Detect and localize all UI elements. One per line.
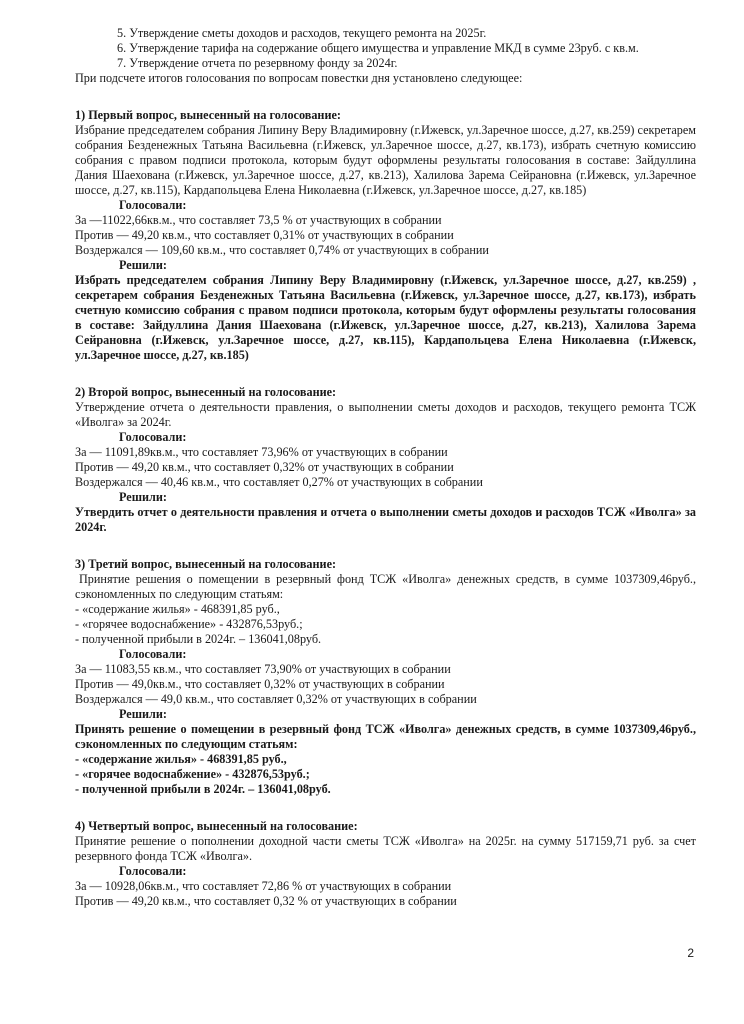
question-2-vote-for: За — 11091,89кв.м., что составляет 73,96% от участвующих в собрании: [75, 445, 448, 459]
question-4-text: Принятие решение о пополнении доходной части сметы ТСЖ «Иволга» на 2025г. на сумму 517159,71 руб. за счет резервного фонда ТСЖ «Иволга».: [75, 834, 696, 863]
question-1-voted-label: Голосовали:: [119, 198, 187, 212]
question-3-decision-item-1: - «содержание жилья» - 468391,85 руб.,: [75, 752, 287, 766]
question-3-item-3: - полученной прибыли в 2024г. – 136041,08руб.: [75, 632, 322, 646]
question-1-vote-abstain: Воздержался — 109,60 кв.м., что составляет 0,74% от участвующих в собрании: [75, 243, 489, 257]
question-3-vote-abstain: Воздержался — 49,0 кв.м., что составляет 0,32% от участвующих в собрании: [75, 692, 477, 706]
question-3-item-2: - «горячее водоснабжение» - 432876,53руб.;: [75, 617, 303, 631]
question-2-text: Утверждение отчета о деятельности правления, о выполнении сметы доходов и расходов, текущего ремонта ТСЖ «Иволга» за 2024г.: [75, 400, 696, 429]
question-2-decided-label: Решили:: [119, 490, 167, 504]
question-3-item-1: - «содержание жилья» - 468391,85 руб.,: [75, 602, 280, 616]
question-3-decided-label: Решили:: [119, 707, 167, 721]
question-2-vote-abstain: Воздержался — 40,46 кв.м., что составляет 0,27% от участвующих в собрании: [75, 475, 483, 489]
question-4-vote-for: За — 10928,06кв.м., что составляет 72,86 % от участвующих в собрании: [75, 879, 452, 893]
question-3-decision: Принять решение о помещении в резервный фонд ТСЖ «Иволга» денежных средств, в сумме 1037309,46руб., сэкономленных по следующим статьям:: [75, 722, 696, 751]
question-1-text: Избрание председателем собрания Липину Веру Владимировну (г.Ижевск, ул.Заречное шоссе, д.27, кв.259) секретарем собрания Безденежных Татьяна Васильевна (г.Ижевск, ул.Заречное шоссе, д.27, кв.173), избрать счетную комиссию собрания с правом подписи протокола, которым будут оформлены результаты голосования в составе: Зайдуллина Дания Шаехована (г.Ижевск, ул.Заречное шоссе, д.27, кв.213), Халилова Зарема Сейрановна (г.Ижевск, ул.Заречное шоссе, д.27, кв.115), Кардапольцева Елена Николаевна (г.Ижевск, ул.Заречное шоссе, д.27, кв.185): [75, 123, 696, 197]
question-2-decision: Утвердить отчет о деятельности правления и отчета о выполнении сметы доходов и расходов ТСЖ «Иволга» за 2024г.: [75, 505, 696, 534]
question-4-voted-label: Голосовали:: [119, 864, 187, 878]
question-1-vote-for: За —11022,66кв.м., что составляет 73,5 % от участвующих в собрании: [75, 213, 442, 227]
question-2-voted-label: Голосовали:: [119, 430, 187, 444]
question-4-vote-against: Против — 49,20 кв.м., что составляет 0,32 % от участвующих в собрании: [75, 894, 457, 908]
question-1-section: [75, 108, 696, 363]
question-1-vote-against: Против — 49,20 кв.м., что составляет 0,31% от участвующих в собрании: [75, 228, 454, 242]
question-4-heading: 4) Четвертый вопрос, вынесенный на голосование:: [75, 819, 358, 833]
question-1-heading: 1) Первый вопрос, вынесенный на голосование:: [75, 108, 341, 122]
question-1-decision: Избрать председателем собрания Липину Веру Владимировну (г.Ижевск, ул.Заречное шоссе, д.27, кв.259) , секретарем собрания Безденежных Татьяна Васильевна (г.Ижевск, ул.Заречное шоссе, д.27, кв.173), избрать счетную комиссию собрания с правом подписи протокола, которым будут оформлены результаты голосования в составе: Зайдуллина Дания Шаехована (г.Ижевск, ул.Заречное шоссе, д.27, кв.213), Халилова Зарема Сейрановна (г.Ижевск, ул.Заречное шоссе, д.27, кв.115), Кардапольцева Елена Николаевна (г.Ижевск, ул.Заречное шоссе, д.27, кв.185): [75, 273, 696, 362]
question-3-decision-item-3: - полученной прибыли в 2024г. – 136041,08руб.: [75, 782, 331, 796]
question-1-decided-label: Решили:: [119, 258, 167, 272]
question-2-heading: 2) Второй вопрос, вынесенный на голосование:: [75, 385, 337, 399]
agenda-item-5: 5. Утверждение сметы доходов и расходов, текущего ремонта на 2025г.: [117, 26, 487, 40]
question-3-section: [75, 557, 696, 797]
summary-line: При подсчете итогов голосования по вопросам повестки дня установлено следующее:: [75, 71, 523, 85]
question-3-text: Принятие решения о помещении в резервный фонд ТСЖ «Иволга» денежных средств, в сумме 1037309,46руб., сэкономленных по следующим статьям:: [75, 572, 696, 601]
question-3-heading: 3) Третий вопрос, вынесенный на голосование:: [75, 557, 337, 571]
question-3-voted-label: Голосовали:: [119, 647, 187, 661]
page-number: 2: [687, 946, 694, 960]
agenda-item-7: 7. Утверждение отчета по резервному фонду за 2024г.: [117, 56, 398, 70]
question-3-vote-for: За — 11083,55 кв.м., что составляет 73,90% от участвующих в собрании: [75, 662, 451, 676]
question-2-vote-against: Против — 49,20 кв.м., что составляет 0,32% от участвующих в собрании: [75, 460, 454, 474]
question-3-vote-against: Против — 49,0кв.м., что составляет 0,32% от участвующих в собрании: [75, 677, 445, 691]
question-3-decision-item-2: - «горячее водоснабжение» - 432876,53руб.;: [75, 767, 310, 781]
agenda-item-6: 6. Утверждение тарифа на содержание общего имущества и управление МКД в сумме 23руб. с кв.м.: [117, 41, 639, 55]
question-2-section: [75, 385, 696, 535]
question-4-section: [75, 819, 696, 909]
